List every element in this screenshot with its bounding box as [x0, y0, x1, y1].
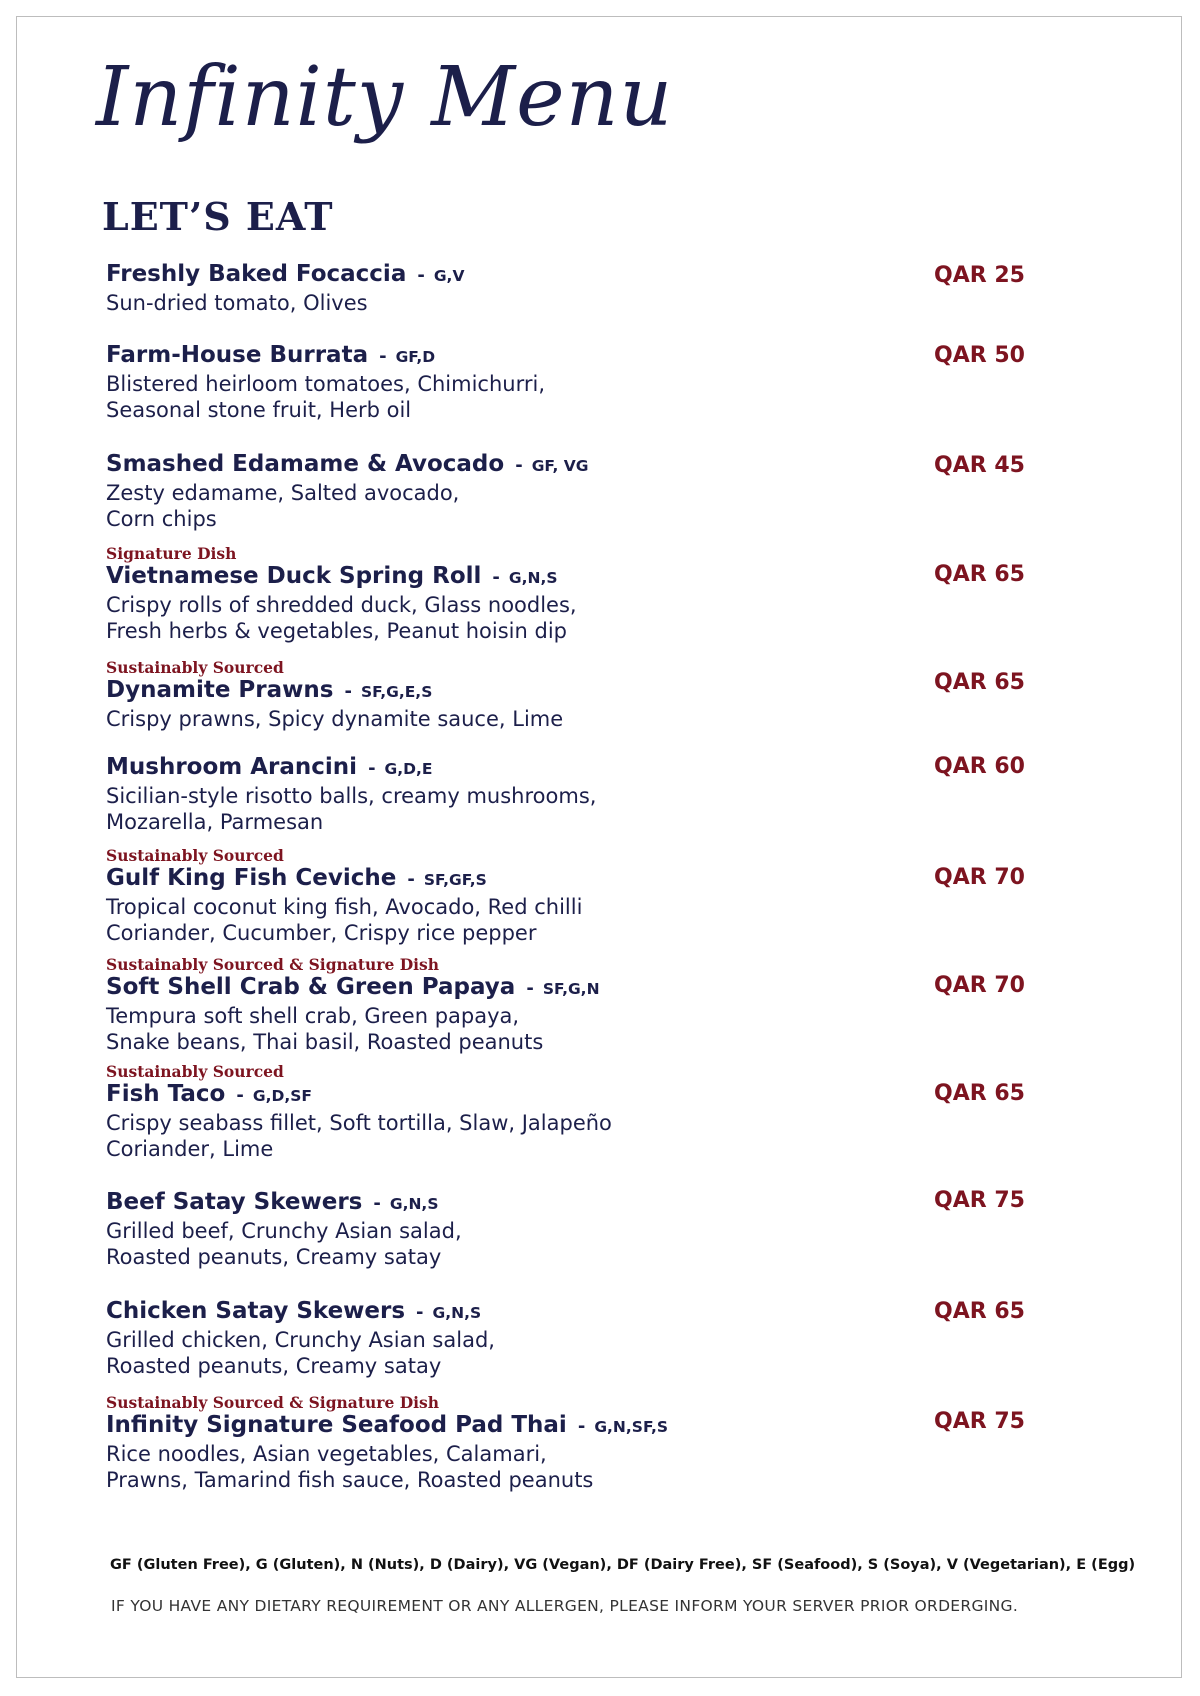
item-price: QAR 50 — [934, 343, 1025, 368]
item-allergens: G,N,SF,S — [594, 1418, 669, 1436]
item-price: QAR 65 — [934, 1299, 1025, 1324]
item-name: Dynamite Prawns — [106, 677, 334, 703]
item-description: Mozarella, Parmesan — [106, 810, 324, 834]
item-description: Roasted peanuts, Creamy satay — [106, 1245, 442, 1269]
item-description: Sun-dried tomato, Olives — [106, 291, 368, 315]
item-price: QAR 70 — [934, 973, 1025, 998]
item-separator: - — [368, 758, 376, 779]
item-name: Freshly Baked Focaccia — [106, 261, 407, 287]
menu-title: Infinity Menu — [96, 50, 674, 145]
item-name: Chicken Satay Skewers — [106, 1298, 406, 1324]
item-allergens: G,V — [433, 267, 465, 285]
item-description: Rice noodles, Asian vegetables, Calamari, — [106, 1442, 547, 1466]
item-description: Grilled chicken, Crunchy Asian salad, — [106, 1328, 495, 1352]
item-allergens: GF,D — [395, 348, 436, 366]
item-allergens: SF,G,N — [542, 980, 600, 998]
item-name: Soft Shell Crab & Green Papaya — [106, 974, 516, 1000]
item-price: QAR 65 — [934, 562, 1025, 587]
item-description: Coriander, Lime — [106, 1137, 274, 1161]
item-description: Tempura soft shell crab, Green papaya, — [106, 1004, 520, 1028]
item-separator: - — [577, 1416, 586, 1437]
item-description: Zesty edamame, Salted avocado, — [106, 481, 460, 505]
item-separator: - — [407, 869, 415, 890]
item-description: Snake beans, Thai basil, Roasted peanuts — [106, 1030, 544, 1054]
item-price: QAR 75 — [934, 1409, 1025, 1434]
item-description: Blistered heirloom tomatoes, Chimichurri, — [106, 372, 546, 396]
menu-item — [106, 847, 1106, 946]
item-price: QAR 70 — [934, 865, 1025, 890]
item-separator: - — [526, 978, 534, 999]
item-description: Crispy prawns, Spicy dynamite sauce, Lime — [106, 707, 564, 731]
item-price: QAR 65 — [934, 670, 1025, 695]
item-allergens: G,N,S — [508, 569, 558, 587]
item-description: Seasonal stone fruit, Herb oil — [106, 398, 412, 422]
item-allergens: G,D,E — [384, 760, 433, 778]
dietary-notice: IF YOU HAVE ANY DIETARY REQUIREMENT OR ANY ALLERGEN, PLEASE INFORM YOUR SERVER PRIOR ORDERGING. — [111, 1597, 1019, 1615]
item-separator: - — [373, 1193, 381, 1214]
item-description: Sicilian-style risotto balls, creamy mushrooms, — [106, 784, 597, 808]
item-name: Smashed Edamame & Avocado — [106, 451, 505, 477]
item-tag: Sustainably Sourced — [106, 1062, 284, 1081]
menu-item — [106, 956, 1106, 1055]
item-tag: Sustainably Sourced & Signature Dish — [106, 1393, 440, 1412]
item-allergens: G,N,S — [389, 1195, 439, 1213]
item-name: Beef Satay Skewers — [106, 1189, 363, 1215]
allergen-legend: GF (Gluten Free), G (Gluten), N (Nuts), D (Dairy), VG (Vegan), DF (Dairy Free), SF (Seafood), S (Soya), V (Vegetarian), E (Egg) — [110, 1557, 1136, 1573]
item-name: Gulf King Fish Ceviche — [106, 865, 397, 891]
item-tag: Sustainably Sourced — [106, 658, 284, 677]
item-allergens: G,N,S — [432, 1304, 482, 1322]
item-allergens: G,D,SF — [252, 1087, 312, 1105]
item-description: Corn chips — [106, 507, 217, 531]
menu-item — [106, 545, 1106, 644]
item-description: Crispy rolls of shredded duck, Glass noodles, — [106, 593, 577, 617]
item-separator: - — [492, 567, 500, 588]
item-tag: Signature Dish — [106, 544, 237, 563]
item-description: Roasted peanuts, Creamy satay — [106, 1354, 442, 1378]
item-name: Infinity Signature Seafood Pad Thai — [106, 1412, 567, 1438]
item-separator: - — [417, 265, 425, 286]
item-tag: Sustainably Sourced & Signature Dish — [106, 955, 440, 974]
item-price: QAR 60 — [934, 754, 1025, 779]
item-name: Mushroom Arancini — [106, 754, 358, 780]
item-separator: - — [344, 681, 352, 702]
item-separator: - — [416, 1302, 424, 1323]
item-tag: Sustainably Sourced — [106, 846, 284, 865]
item-allergens: GF, VG — [531, 457, 589, 475]
item-description: Crispy seabass fillet, Soft tortilla, Slaw, Jalapeño — [106, 1111, 612, 1135]
item-name: Fish Taco — [106, 1081, 226, 1107]
item-separator: - — [515, 455, 523, 476]
section-heading: LET’S EAT — [102, 194, 334, 239]
menu-item — [106, 1063, 1106, 1162]
item-description: Fresh herbs & vegetables, Peanut hoisin dip — [106, 619, 567, 643]
item-allergens: SF,G,E,S — [360, 683, 433, 701]
item-separator: - — [236, 1085, 244, 1106]
item-allergens: SF,GF,S — [423, 871, 487, 889]
item-description: Tropical coconut king fish, Avocado, Red chilli — [106, 895, 583, 919]
item-price: QAR 25 — [934, 263, 1025, 288]
item-price: QAR 65 — [934, 1081, 1025, 1106]
item-price: QAR 45 — [934, 453, 1025, 478]
item-separator: - — [379, 346, 387, 367]
item-price: QAR 75 — [934, 1188, 1025, 1213]
item-name: Farm-House Burrata — [106, 342, 369, 368]
item-name: Vietnamese Duck Spring Roll — [106, 563, 482, 589]
item-description: Prawns, Tamarind fish sauce, Roasted peanuts — [106, 1468, 594, 1492]
item-description: Grilled beef, Crunchy Asian salad, — [106, 1219, 462, 1243]
item-description: Coriander, Cucumber, Crispy rice pepper — [106, 921, 537, 945]
